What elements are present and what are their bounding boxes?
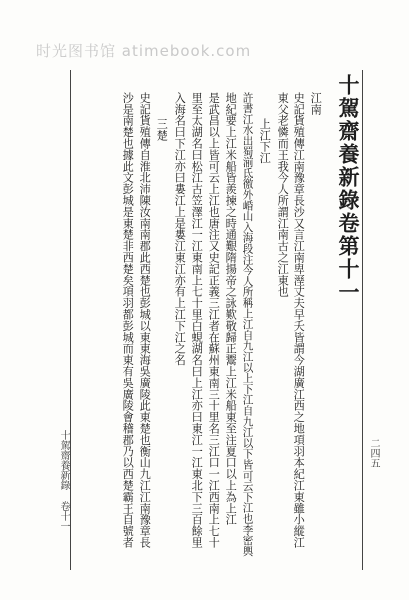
- text-column-1: 史記貨殖傳江南豫章長沙又言江南卑溼丈夫早夭皆謂今湖廣江西之地項羽本紀江東雖小縱江: [292, 92, 306, 548]
- text-column-7: 入海名曰下江亦曰婁江上是婁江東江亦有上江下江之名: [173, 92, 187, 366]
- text-column-5: 是武昌以上皆可云上江也唐注又史記正義三江者在蘇州東南三十里名三江口一江西南上七十: [207, 92, 221, 548]
- text-column-9: 沙是南楚也據此文彭城是東楚非西楚矣項羽都彭城而東有吳廣陵會稽郡乃以西楚霸王自號者: [121, 92, 135, 548]
- section-heading-sanchu: 三楚: [155, 118, 169, 141]
- text-column-3: 許書江水出蜀湔氐徼外崏山入海段注今人所稱上江自九江以上下江自九江以下皆可云下江也李密輿: [241, 92, 254, 557]
- text-column-2: 東父老憐而王我今人所謂江南古之江東也: [276, 92, 290, 298]
- text-column-6: 里至太湖名曰松江古笠澤江一江東南上七十里白蜆湖名曰上江亦曰東江一江東北下三百餘里: [190, 92, 204, 548]
- watermark: 时光图书馆 atimebook.com: [36, 42, 252, 60]
- text-column-8: 史記貨殖傳自淮北沛陳汝南南郡此西楚也彭城以東東海吳廣陵此東楚也衡山九江江南豫章長: [138, 92, 152, 548]
- margin-book-title: 十駕齋養新錄 卷十一: [58, 430, 69, 531]
- section-heading-jiangnan: 江南: [309, 92, 323, 115]
- chapter-title: 十駕齋養新錄卷第十一: [336, 74, 361, 304]
- margin-rule-left: [70, 70, 71, 570]
- text-column-4: 地紀要上江米船皆羨揀之時通艱隋揚帝之詠歎敬歸正鬻上江米船東至注夏口以上為上江: [224, 92, 238, 526]
- section-heading-shangjiang-xiajiang: 上江下江: [258, 118, 272, 164]
- page-number: 二四五: [368, 438, 379, 468]
- margin-rule-right: [362, 70, 363, 570]
